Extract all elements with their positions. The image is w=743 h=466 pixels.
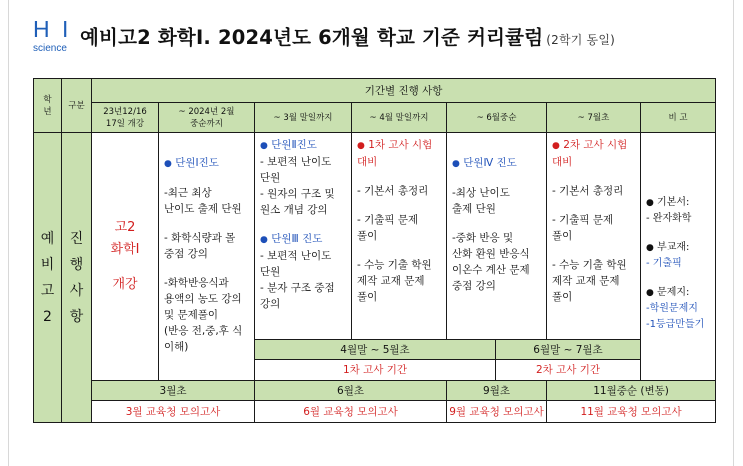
content-line: 풀이 — [357, 291, 378, 303]
content-line: - 수능 기출 학원 — [552, 259, 627, 271]
bullet-icon: ● — [646, 198, 654, 208]
content-line: 풀이 — [552, 291, 573, 303]
notes-cell — [641, 133, 716, 381]
type-char: 항 — [69, 308, 84, 325]
period-jul: ~ 7월초 — [547, 103, 641, 133]
exam1-label: 1차 고사 기간 — [255, 360, 496, 381]
content-line: 출제 단원 — [452, 203, 496, 215]
grade-char: 비 — [40, 256, 55, 273]
spacer — [552, 244, 636, 257]
exam1-dates: 4월말 ~ 5월초 — [255, 340, 496, 360]
period-feb — [159, 103, 255, 133]
spacer — [357, 244, 442, 257]
bullet-icon: ● — [552, 141, 560, 151]
bullet-icon: ● — [646, 243, 654, 253]
page-header — [0, 0, 743, 60]
jul-content-cell — [547, 133, 641, 340]
type-char: 행 — [69, 256, 84, 273]
course-line: 화학Ⅰ — [110, 242, 140, 257]
period-apr: ~ 4월 말일까지 — [352, 103, 447, 133]
grade-char: 고 — [40, 282, 55, 299]
bullet-icon: ● — [452, 159, 460, 169]
content-line: 난이도 출제 단원 — [164, 203, 242, 215]
content-line: - 분자 구조 중점 — [260, 282, 335, 294]
note-value: - 완자화학 — [646, 213, 692, 224]
content-line: - 수능 기출 학원 — [357, 259, 432, 271]
course-line: 고2 — [114, 220, 136, 235]
exam-prep-heading: 2차 고사 시험 대비 — [552, 139, 628, 168]
spacer — [552, 199, 636, 212]
course-line: 개강 — [112, 277, 138, 292]
content-line: 풀이 — [357, 230, 378, 242]
logo-text: H I — [33, 16, 72, 42]
feb-content-cell — [159, 133, 255, 381]
content-line: -최근 최상 — [164, 187, 212, 199]
content-line: - 원자의 구조 및 — [260, 188, 335, 200]
content-line: - 기본서 총정리 — [552, 185, 624, 197]
unit-heading: 단원Ⅱ진도 — [271, 139, 317, 151]
title-text: 예비고2 화학Ⅰ. 2024년도 6개월 학교 기준 커리큘럼 — [80, 26, 544, 49]
spacer — [452, 217, 542, 230]
bullet-icon: ● — [646, 288, 654, 298]
period-mar: ~ 3월 말일까지 — [255, 103, 352, 133]
content-line: 산화 환원 반응식 — [452, 248, 530, 260]
unit-heading: 단원Ⅲ 진도 — [271, 233, 323, 245]
spacer — [357, 170, 442, 183]
content-line: 단원 — [260, 172, 281, 184]
spacer — [164, 217, 250, 230]
content-line: -화학반응식과 — [164, 277, 229, 289]
mock-nov-label: 11월 교육청 모의고사 — [547, 401, 716, 423]
content-line: 제작 교재 문제 — [357, 275, 425, 287]
bullet-icon: ● — [164, 159, 172, 169]
hi-science-logo — [33, 16, 73, 56]
mock-mar-month: 3월초 — [92, 381, 255, 401]
logo-subtext: science — [33, 43, 67, 54]
type-char: 진 — [69, 230, 84, 247]
content-line: - 기출픽 문제 — [552, 214, 614, 226]
grade-header-text: 학 년 — [43, 94, 52, 117]
grade-cell — [34, 133, 62, 423]
content-line: - 화학식량과 몰 — [164, 232, 236, 244]
content-line: - 기본서 총정리 — [357, 185, 429, 197]
curriculum-table — [33, 78, 716, 423]
spacer — [164, 262, 250, 275]
spacer — [92, 261, 158, 274]
type-char: 사 — [69, 282, 84, 299]
bullet-icon: ● — [260, 141, 268, 151]
title-note: (2학기 동일) — [546, 33, 616, 47]
spacer — [164, 172, 250, 185]
content-line: - 보편적 난이도 — [260, 156, 332, 168]
content-line: 이해) — [164, 341, 189, 353]
content-line: 제작 교재 문제 — [552, 275, 620, 287]
note-value: -학원문제지 — [646, 303, 698, 314]
grade-char: 2 — [43, 308, 52, 325]
bullet-icon: ● — [260, 235, 268, 245]
note-heading: 문제지: — [657, 287, 690, 298]
grade-column-header — [34, 79, 62, 133]
exam-prep-heading: 1차 고사 시험 대비 — [357, 139, 433, 168]
content-line: 용액의 농도 강의 — [164, 293, 242, 305]
content-line: 풀이 — [552, 230, 573, 242]
spacer — [260, 218, 347, 231]
content-line: (반응 전,중,후 식 — [164, 325, 243, 337]
page-edge-left — [8, 0, 9, 466]
grade-char: 예 — [40, 230, 55, 247]
content-line: - 기출픽 문제 — [357, 214, 419, 226]
spacer — [452, 172, 542, 185]
unit-heading: 단원Ⅰ진도 — [175, 157, 219, 169]
page-edge-right — [733, 0, 734, 466]
content-line: 원소 개념 강의 — [260, 204, 328, 216]
notes-header: 비 고 — [641, 103, 716, 133]
page-title — [80, 22, 615, 50]
content-line: - 보편적 난이도 — [260, 250, 332, 262]
content-line: 및 문제풀이 — [164, 309, 219, 321]
mock-sep-label: 9월 교육청 모의고사 — [447, 401, 547, 423]
note-value: -1등급만들기 — [646, 319, 705, 330]
type-column-header: 구분 — [62, 79, 92, 133]
note-value: - 기출픽 — [646, 258, 682, 269]
mock-jun-month: 6월초 — [255, 381, 447, 401]
spacer — [646, 227, 711, 240]
content-line: 단원 — [260, 266, 281, 278]
exam2-label: 2차 고사 기간 — [496, 360, 641, 381]
content-line: 중점 강의 — [164, 248, 208, 260]
spacer — [357, 199, 442, 212]
apr-content-cell — [352, 133, 447, 340]
mock-nov-month: 11월중순 (변동) — [547, 381, 716, 401]
mock-jun-label: 6월 교육청 모의고사 — [255, 401, 447, 423]
course-open-cell — [92, 133, 159, 381]
spacer — [646, 272, 711, 285]
period-dec-text: 23년12/16 17일 개강 — [103, 106, 147, 129]
type-cell — [62, 133, 92, 423]
bullet-icon: ● — [357, 141, 365, 151]
period-feb-text: ~ 2024년 2월 중순까지 — [178, 106, 235, 129]
note-heading: 기본서: — [657, 197, 690, 208]
period-header: 기간별 진행 사항 — [92, 79, 716, 103]
content-line: 강의 — [260, 298, 281, 310]
spacer — [552, 170, 636, 183]
unit-heading: 단원Ⅳ 진도 — [463, 157, 517, 169]
note-heading: 부교재: — [657, 242, 690, 253]
exam2-dates: 6월말 ~ 7월초 — [496, 340, 641, 360]
content-line: 중점 강의 — [452, 280, 496, 292]
mock-mar-label: 3월 교육청 모의고사 — [92, 401, 255, 423]
mock-sep-month: 9월초 — [447, 381, 547, 401]
content-line: 이온수 계산 문제 — [452, 264, 530, 276]
period-dec — [92, 103, 159, 133]
content-line: -최상 난이도 — [452, 187, 510, 199]
period-jun: ~ 6월중순 — [447, 103, 547, 133]
mar-content-cell — [255, 133, 352, 340]
content-line: -중화 반응 및 — [452, 232, 514, 244]
jun-content-cell — [447, 133, 547, 340]
